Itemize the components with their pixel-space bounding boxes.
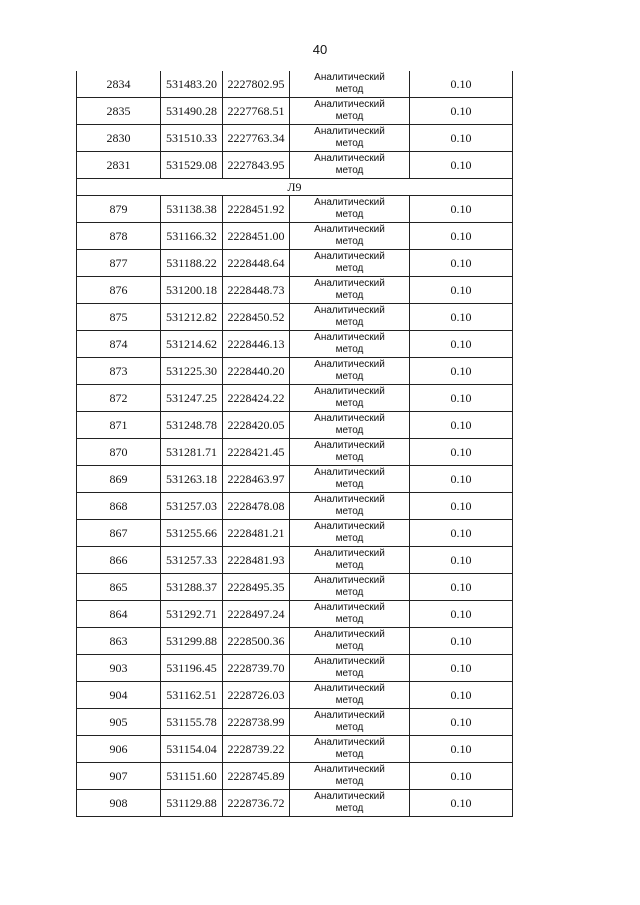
method-cell [290, 439, 410, 466]
point-number-cell: 869 [77, 466, 161, 493]
table-row [77, 574, 513, 601]
x-coordinate-cell: 531247.25 [161, 385, 223, 412]
value-cell: 0.10 [410, 71, 513, 98]
point-number-cell: 877 [77, 250, 161, 277]
point-number-cell: 875 [77, 304, 161, 331]
table-row [77, 250, 513, 277]
x-coordinate-cell: 531257.03 [161, 493, 223, 520]
method-line-2: метод [335, 803, 364, 814]
x-coordinate-cell: 531212.82 [161, 304, 223, 331]
x-coordinate-cell: 531281.71 [161, 439, 223, 466]
value-cell: 0.10 [410, 655, 513, 682]
method-line-1: Аналитический [314, 791, 385, 802]
table-row [77, 655, 513, 682]
method-cell [290, 125, 410, 152]
method-line-1: Аналитический [314, 494, 385, 505]
value-cell: 0.10 [410, 547, 513, 574]
y-coordinate-cell: 2227843.95 [223, 152, 290, 179]
method-cell [290, 277, 410, 304]
x-coordinate-cell: 531151.60 [161, 763, 223, 790]
point-number-cell: 2834 [77, 71, 161, 98]
method-cell [290, 547, 410, 574]
section-label: Л9 [77, 179, 513, 196]
table-row [77, 628, 513, 655]
value-cell: 0.10 [410, 709, 513, 736]
point-number-cell: 2831 [77, 152, 161, 179]
x-coordinate-cell: 531248.78 [161, 412, 223, 439]
table-row [77, 439, 513, 466]
value-cell: 0.10 [410, 331, 513, 358]
method-line-2: метод [335, 695, 364, 706]
x-coordinate-cell: 531129.88 [161, 790, 223, 817]
method-line-2: метод [335, 290, 364, 301]
point-number-cell: 874 [77, 331, 161, 358]
x-coordinate-cell: 531292.71 [161, 601, 223, 628]
method-cell [290, 250, 410, 277]
method-line-1: Аналитический [314, 575, 385, 586]
point-number-cell: 2830 [77, 125, 161, 152]
method-line-2: метод [335, 614, 364, 625]
point-number-cell: 2835 [77, 98, 161, 125]
method-cell [290, 71, 410, 98]
method-cell [290, 412, 410, 439]
method-line-2: метод [335, 641, 364, 652]
x-coordinate-cell: 531138.38 [161, 196, 223, 223]
method-line-2: метод [335, 533, 364, 544]
x-coordinate-cell: 531263.18 [161, 466, 223, 493]
x-coordinate-cell: 531510.33 [161, 125, 223, 152]
method-line-2: метод [335, 479, 364, 490]
method-line-2: метод [335, 452, 364, 463]
y-coordinate-cell: 2228446.13 [223, 331, 290, 358]
y-coordinate-cell: 2228739.22 [223, 736, 290, 763]
y-coordinate-cell: 2227768.51 [223, 98, 290, 125]
method-line-1: Аналитический [314, 440, 385, 451]
method-line-2: метод [335, 776, 364, 787]
point-number-cell: 870 [77, 439, 161, 466]
method-line-2: метод [335, 317, 364, 328]
method-line-1: Аналитический [314, 521, 385, 532]
table-row [77, 493, 513, 520]
method-line-1: Аналитический [314, 99, 385, 110]
method-line-2: метод [335, 111, 364, 122]
method-cell [290, 736, 410, 763]
method-line-2: метод [335, 209, 364, 220]
method-line-1: Аналитический [314, 413, 385, 424]
value-cell: 0.10 [410, 763, 513, 790]
method-line-1: Аналитический [314, 359, 385, 370]
method-cell [290, 655, 410, 682]
method-line-2: метод [335, 749, 364, 760]
value-cell: 0.10 [410, 152, 513, 179]
y-coordinate-cell: 2228420.05 [223, 412, 290, 439]
table-row [77, 547, 513, 574]
point-number-cell: 871 [77, 412, 161, 439]
table-row [77, 71, 513, 98]
y-coordinate-cell: 2228448.73 [223, 277, 290, 304]
value-cell: 0.10 [410, 196, 513, 223]
method-line-1: Аналитический [314, 737, 385, 748]
method-cell [290, 493, 410, 520]
y-coordinate-cell: 2228421.45 [223, 439, 290, 466]
method-line-1: Аналитический [314, 386, 385, 397]
x-coordinate-cell: 531483.20 [161, 71, 223, 98]
y-coordinate-cell: 2228745.89 [223, 763, 290, 790]
method-line-2: метод [335, 506, 364, 517]
method-line-2: метод [335, 587, 364, 598]
method-line-1: Аналитический [314, 72, 385, 83]
x-coordinate-cell: 531154.04 [161, 736, 223, 763]
x-coordinate-cell: 531200.18 [161, 277, 223, 304]
y-coordinate-cell: 2228736.72 [223, 790, 290, 817]
method-cell [290, 98, 410, 125]
x-coordinate-cell: 531225.30 [161, 358, 223, 385]
value-cell: 0.10 [410, 250, 513, 277]
method-line-1: Аналитический [314, 332, 385, 343]
method-cell [290, 196, 410, 223]
y-coordinate-cell: 2227763.34 [223, 125, 290, 152]
method-line-1: Аналитический [314, 629, 385, 640]
method-line-2: метод [335, 344, 364, 355]
table-row [77, 790, 513, 817]
y-coordinate-cell: 2228448.64 [223, 250, 290, 277]
y-coordinate-cell: 2228495.35 [223, 574, 290, 601]
table-row [77, 466, 513, 493]
method-cell [290, 601, 410, 628]
value-cell: 0.10 [410, 98, 513, 125]
x-coordinate-cell: 531188.22 [161, 250, 223, 277]
y-coordinate-cell: 2228463.97 [223, 466, 290, 493]
method-line-1: Аналитический [314, 305, 385, 316]
method-cell [290, 790, 410, 817]
method-line-2: метод [335, 371, 364, 382]
method-line-2: метод [335, 138, 364, 149]
point-number-cell: 873 [77, 358, 161, 385]
method-line-1: Аналитический [314, 683, 385, 694]
value-cell: 0.10 [410, 439, 513, 466]
table-row [77, 331, 513, 358]
table-row [77, 736, 513, 763]
table-row [77, 304, 513, 331]
method-line-1: Аналитический [314, 251, 385, 262]
method-cell [290, 763, 410, 790]
point-number-cell: 868 [77, 493, 161, 520]
method-line-2: метод [335, 560, 364, 571]
method-cell [290, 358, 410, 385]
section-header-row [77, 179, 513, 196]
method-cell [290, 331, 410, 358]
y-coordinate-cell: 2228481.21 [223, 520, 290, 547]
y-coordinate-cell: 2228738.99 [223, 709, 290, 736]
value-cell: 0.10 [410, 277, 513, 304]
x-coordinate-cell: 531257.33 [161, 547, 223, 574]
method-line-1: Аналитический [314, 153, 385, 164]
method-line-1: Аналитический [314, 710, 385, 721]
table-row [77, 682, 513, 709]
value-cell: 0.10 [410, 493, 513, 520]
method-line-2: метод [335, 165, 364, 176]
method-line-1: Аналитический [314, 656, 385, 667]
point-number-cell: 865 [77, 574, 161, 601]
y-coordinate-cell: 2228500.36 [223, 628, 290, 655]
point-number-cell: 879 [77, 196, 161, 223]
method-cell [290, 574, 410, 601]
x-coordinate-cell: 531255.66 [161, 520, 223, 547]
table-row [77, 98, 513, 125]
value-cell: 0.10 [410, 682, 513, 709]
x-coordinate-cell: 531214.62 [161, 331, 223, 358]
y-coordinate-cell: 2228726.03 [223, 682, 290, 709]
method-line-2: метод [335, 398, 364, 409]
y-coordinate-cell: 2228440.20 [223, 358, 290, 385]
method-cell [290, 223, 410, 250]
table-row [77, 277, 513, 304]
table-row [77, 520, 513, 547]
y-coordinate-cell: 2228497.24 [223, 601, 290, 628]
x-coordinate-cell: 531299.88 [161, 628, 223, 655]
value-cell: 0.10 [410, 358, 513, 385]
point-number-cell: 907 [77, 763, 161, 790]
method-cell [290, 520, 410, 547]
table-row [77, 196, 513, 223]
method-cell [290, 304, 410, 331]
page-number: 40 [312, 42, 328, 57]
method-cell [290, 152, 410, 179]
point-number-cell: 864 [77, 601, 161, 628]
value-cell: 0.10 [410, 412, 513, 439]
point-number-cell: 903 [77, 655, 161, 682]
point-number-cell: 876 [77, 277, 161, 304]
method-line-2: метод [335, 236, 364, 247]
point-number-cell: 867 [77, 520, 161, 547]
table-row [77, 763, 513, 790]
x-coordinate-cell: 531490.28 [161, 98, 223, 125]
x-coordinate-cell: 531529.08 [161, 152, 223, 179]
point-number-cell: 878 [77, 223, 161, 250]
table-row [77, 152, 513, 179]
method-cell [290, 466, 410, 493]
coordinates-table [76, 71, 513, 817]
table-row [77, 412, 513, 439]
value-cell: 0.10 [410, 125, 513, 152]
method-cell [290, 709, 410, 736]
value-cell: 0.10 [410, 304, 513, 331]
value-cell: 0.10 [410, 790, 513, 817]
point-number-cell: 872 [77, 385, 161, 412]
method-line-2: метод [335, 668, 364, 679]
table-row [77, 385, 513, 412]
coordinates-table-body [77, 71, 513, 817]
x-coordinate-cell: 531162.51 [161, 682, 223, 709]
y-coordinate-cell: 2228424.22 [223, 385, 290, 412]
table-row [77, 358, 513, 385]
method-cell [290, 628, 410, 655]
x-coordinate-cell: 531155.78 [161, 709, 223, 736]
value-cell: 0.10 [410, 601, 513, 628]
method-line-1: Аналитический [314, 278, 385, 289]
x-coordinate-cell: 531288.37 [161, 574, 223, 601]
method-line-1: Аналитический [314, 602, 385, 613]
method-line-2: метод [335, 722, 364, 733]
method-line-1: Аналитический [314, 126, 385, 137]
point-number-cell: 906 [77, 736, 161, 763]
method-cell [290, 682, 410, 709]
value-cell: 0.10 [410, 736, 513, 763]
table-row [77, 125, 513, 152]
method-line-1: Аналитический [314, 197, 385, 208]
point-number-cell: 863 [77, 628, 161, 655]
y-coordinate-cell: 2228450.52 [223, 304, 290, 331]
method-line-1: Аналитический [314, 548, 385, 559]
method-line-2: метод [335, 425, 364, 436]
point-number-cell: 904 [77, 682, 161, 709]
table-row [77, 601, 513, 628]
value-cell: 0.10 [410, 520, 513, 547]
value-cell: 0.10 [410, 385, 513, 412]
table-row [77, 709, 513, 736]
y-coordinate-cell: 2228451.00 [223, 223, 290, 250]
y-coordinate-cell: 2228739.70 [223, 655, 290, 682]
point-number-cell: 866 [77, 547, 161, 574]
y-coordinate-cell: 2228451.92 [223, 196, 290, 223]
y-coordinate-cell: 2228481.93 [223, 547, 290, 574]
value-cell: 0.10 [410, 466, 513, 493]
point-number-cell: 908 [77, 790, 161, 817]
method-line-1: Аналитический [314, 224, 385, 235]
y-coordinate-cell: 2227802.95 [223, 71, 290, 98]
value-cell: 0.10 [410, 574, 513, 601]
method-cell [290, 385, 410, 412]
method-line-1: Аналитический [314, 764, 385, 775]
value-cell: 0.10 [410, 628, 513, 655]
x-coordinate-cell: 531166.32 [161, 223, 223, 250]
table-row [77, 223, 513, 250]
y-coordinate-cell: 2228478.08 [223, 493, 290, 520]
method-line-2: метод [335, 84, 364, 95]
value-cell: 0.10 [410, 223, 513, 250]
x-coordinate-cell: 531196.45 [161, 655, 223, 682]
method-line-2: метод [335, 263, 364, 274]
point-number-cell: 905 [77, 709, 161, 736]
method-line-1: Аналитический [314, 467, 385, 478]
